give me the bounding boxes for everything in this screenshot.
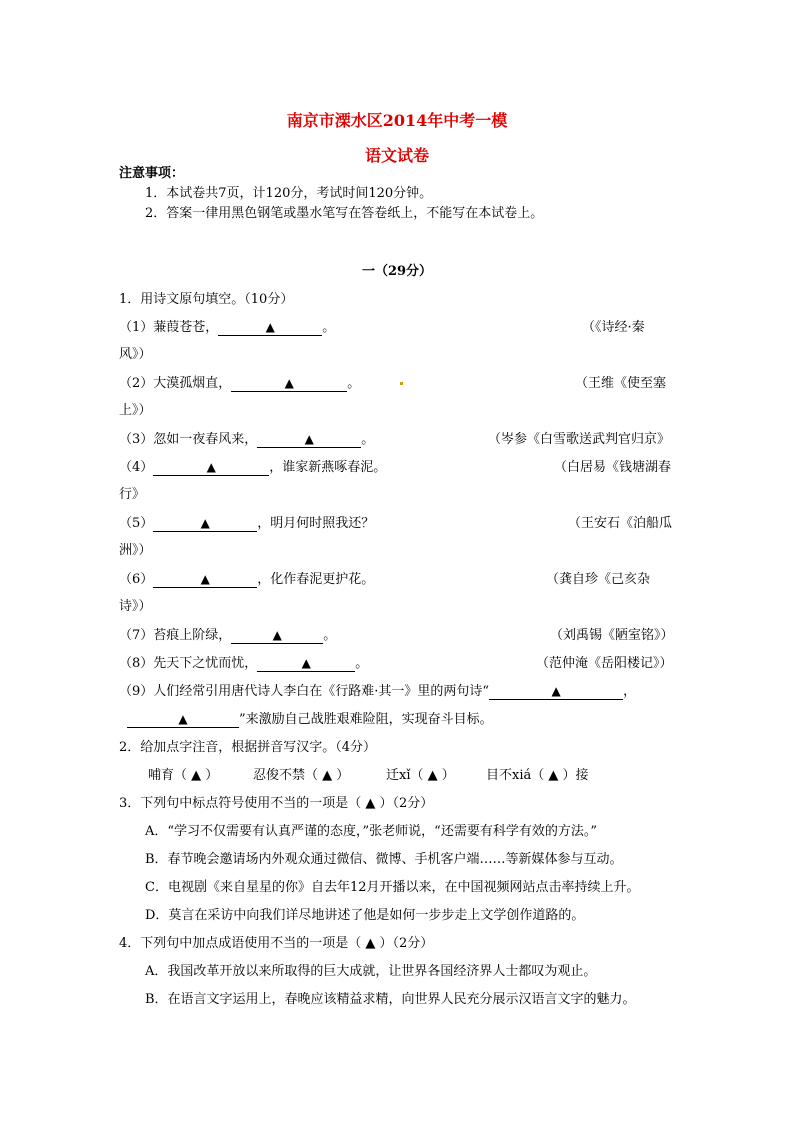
- q1-item-6-post: ，化作春泥更护花。: [257, 572, 375, 587]
- q3-option-c: C．电视剧《来自星星的你》自去年12月开播以来，在中国视频网站点击率持续上升。: [145, 880, 640, 895]
- q1-item-7-post: 。: [323, 628, 337, 643]
- q1-item-9-mid: ，: [623, 684, 637, 699]
- q3-option-b: B．春节晚会邀请场内外观众通过微信、微博、手机客户端……等新媒体参与互动。: [145, 852, 623, 867]
- q1-item-2-source: （王维《使至塞: [575, 376, 667, 391]
- answer-blank: [231, 628, 323, 644]
- notes-item-2: 2．答案一律用黑色钢笔或墨水笔写在答卷纸上，不能写在本试卷上。: [145, 206, 544, 221]
- q1-item-3-source: （岑参《白雪歌送武判官归京》: [488, 432, 671, 447]
- q1-item-8-source: （范仲淹《岳阳楼记》）: [536, 656, 673, 671]
- q3-option-a: A．“学习不仅需要有认真严谨的态度，”张老师说，“还需要有科学有效的方法。”: [145, 824, 597, 839]
- q1-item-3-post: 。: [361, 432, 375, 447]
- answer-blank: [153, 572, 257, 588]
- q1-item-5-source-cont: 洲》）: [119, 543, 152, 558]
- q1-item-9-pre: （9）人们经常引用唐代诗人李白在《行路难·其一》里的两句诗“: [119, 684, 490, 699]
- q1-item-7-pre: （7）苔痕上阶绿，: [119, 628, 232, 643]
- q1-item-2-post: 。: [347, 376, 361, 391]
- answer-marker: ▲: [178, 712, 188, 726]
- q1-item-1-source: （《诗经·秦: [582, 320, 645, 335]
- q4-option-b: B．在语言文字运用上，春晚应该精益求精，向世界人民充分展示汉语言文字的魅力。: [145, 992, 636, 1007]
- q1-item-4-pre: （4）: [119, 460, 154, 475]
- notes-item-1: 1．本试卷共7页，计120分，考试时间120分钟。: [145, 186, 433, 201]
- q1-item-8-pre: （8）先天下之忧而忧，: [119, 656, 258, 671]
- answer-blank: [153, 460, 269, 476]
- q1-item-5-pre: （5）: [119, 516, 154, 531]
- q1-item-6-source: （龚自珍《己亥杂: [546, 572, 651, 587]
- q1-item-9: [119, 684, 636, 700]
- q1-item-9-post: ”来激励自己战胜艰难险阻，实现奋斗目标。: [239, 712, 493, 727]
- answer-marker: ▲: [206, 460, 216, 474]
- q1-item-2-pre: （2）大漠孤烟直，: [119, 376, 232, 391]
- q1-item-2-source-cont: 上》）: [119, 403, 152, 418]
- exam-title: 南京市溧水区2014年中考一模: [286, 111, 508, 130]
- q1-item-2: [119, 376, 360, 392]
- q1-item-4: [119, 460, 386, 476]
- answer-blank: [218, 320, 322, 336]
- q1-item-4-source-cont: 行》: [119, 487, 146, 502]
- q1-item-4-source: （白居易《钱塘湖春: [554, 460, 672, 475]
- exam-subtitle: 语文试卷: [364, 146, 429, 165]
- q1-item-9-cont: [127, 712, 493, 728]
- q1-item-5-post: ，明月何时照我还？: [257, 516, 375, 531]
- q1-item-1-source-cont: 风》）: [119, 347, 152, 362]
- q2-stem: 2．给加点字注音，根据拼音写汉字。（4分）: [119, 740, 377, 755]
- q1-item-5-source: （王安石《泊船瓜: [568, 516, 673, 531]
- answer-marker: ▲: [200, 516, 210, 530]
- q2-item-2: 忍俊不禁（ ▲ ）: [253, 768, 350, 783]
- q1-stem: 1．用诗文原句填空。（10分）: [119, 292, 294, 307]
- q1-item-7-source: （刘禹锡《陋室铭》）: [550, 628, 674, 643]
- answer-blank: [153, 516, 257, 532]
- answer-marker: ▲: [304, 432, 314, 446]
- answer-blank: [257, 432, 361, 448]
- q1-item-4-post: ，谁家新燕啄春泥。: [269, 460, 387, 475]
- answer-marker: ▲: [301, 656, 311, 670]
- q1-item-8: [119, 656, 368, 672]
- answer-marker: ▲: [272, 628, 282, 642]
- stray-mark: [400, 382, 403, 385]
- notes-heading: 注意事项：: [119, 166, 185, 181]
- q1-item-3-pre: （3）忽如一夜春风来，: [119, 432, 258, 447]
- q1-item-6-source-cont: 诗》）: [119, 599, 152, 614]
- answer-blank: [257, 656, 355, 672]
- answer-marker: ▲: [265, 320, 275, 334]
- q1-item-7: [119, 628, 336, 644]
- section-heading: 一（29分）: [361, 264, 433, 279]
- q4-option-a: A．我国改革开放以来所取得的巨大成就，让世界各国经济界人士都叹为观止。: [145, 964, 597, 979]
- q1-item-6-pre: （6）: [119, 572, 154, 587]
- q4-stem: 4．下列句中加点成语使用不当的一项是（ ▲ ）（2分）: [119, 936, 434, 951]
- q2-item-4: 目不xiá（ ▲ ）接: [486, 768, 589, 783]
- answer-marker: ▲: [284, 376, 294, 390]
- q2-item-1: 哺育（ ▲ ）: [148, 768, 219, 783]
- q1-item-1-pre: （1）蒹葭苍苍，: [119, 320, 219, 335]
- answer-marker: ▲: [551, 684, 561, 698]
- answer-blank: [231, 376, 347, 392]
- q3-stem: 3．下列句中标点符号使用不当的一项是（ ▲ ）（2分）: [119, 796, 434, 811]
- answer-blank: [127, 712, 239, 728]
- q1-item-1: [119, 320, 335, 336]
- q1-item-8-post: 。: [355, 656, 369, 671]
- q1-item-3: [119, 432, 374, 448]
- q2-item-3: 迁xǐ（ ▲ ）: [386, 768, 455, 783]
- q1-item-6: [119, 572, 374, 588]
- answer-marker: ▲: [200, 572, 210, 586]
- q3-option-d: D．莫言在采访中向我们详尽地讲述了他是如何一步步走上文学创作道路的。: [145, 908, 585, 923]
- answer-blank: [489, 684, 623, 700]
- q1-item-1-post: 。: [322, 320, 336, 335]
- q1-item-5: [119, 516, 374, 532]
